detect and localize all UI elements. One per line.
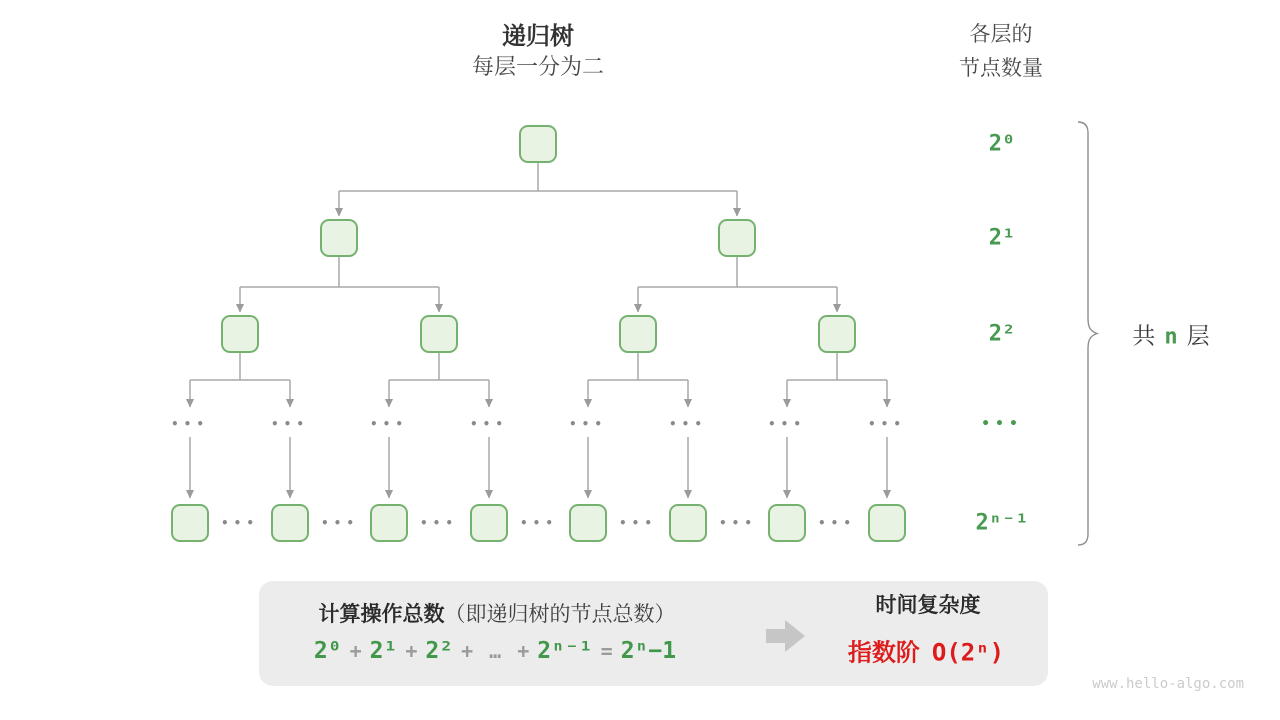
formula-token: …	[489, 639, 502, 663]
formula-token: 2⁰	[313, 638, 342, 664]
tree-title: 递归树	[502, 23, 574, 50]
level-count-label-ellipsis: •••	[981, 416, 1023, 432]
levels-header-line1: 各层的	[969, 23, 1033, 46]
ellipsis-level3: •••	[170, 417, 210, 431]
tree-node-l2-3	[818, 315, 856, 353]
formula-token: +	[517, 639, 530, 663]
brace-label-n: n	[1164, 324, 1178, 350]
tree-node-l1-1	[718, 219, 756, 257]
tree-node-l4-5	[669, 504, 707, 542]
ellipsis-level3: •••	[469, 417, 509, 431]
formula-token: =	[600, 639, 613, 663]
tree-node-l2-1	[420, 315, 458, 353]
ellipsis-level3: •••	[867, 417, 907, 431]
tree-node-l1-0	[320, 219, 358, 257]
ellipsis-row-separator: •••	[320, 516, 360, 530]
formula-token: +	[461, 639, 474, 663]
formula-token: 2²	[425, 638, 454, 664]
level-count-label-n-1: 2ⁿ⁻¹	[975, 510, 1029, 536]
formula-token: 2¹	[369, 638, 398, 664]
ellipsis-level3: •••	[668, 417, 708, 431]
brace-label-suffix: 层	[1186, 322, 1210, 349]
tree-node-l4-0	[171, 504, 209, 542]
tree-node-l4-2	[370, 504, 408, 542]
summary-title-bold: 计算操作总数	[318, 603, 445, 626]
ellipsis-level3: •••	[568, 417, 608, 431]
summary-title	[319, 598, 676, 628]
brace-label-prefix: 共	[1132, 322, 1156, 349]
summary-title-note: （即递归树的节点总数）	[444, 603, 676, 626]
tree-node-l4-7	[868, 504, 906, 542]
ellipsis-row-separator: •••	[419, 516, 459, 530]
watermark: www.hello-algo.com	[1092, 676, 1244, 692]
ellipsis-level3: •••	[270, 417, 310, 431]
formula-token: +	[405, 639, 418, 663]
time-complexity-value	[848, 633, 1004, 668]
tree-connectors	[190, 163, 887, 498]
time-complexity-title: 时间复杂度	[875, 594, 981, 617]
tree-node-l0-0	[519, 125, 557, 163]
total-ops-formula	[314, 638, 676, 664]
level-count-label-2: 2²	[988, 321, 1016, 347]
ellipsis-level3: •••	[767, 417, 807, 431]
ellipsis-level3: •••	[369, 417, 409, 431]
ellipsis-row-separator: •••	[618, 516, 658, 530]
time-complexity-prefix: 指数阶	[847, 639, 920, 667]
tree-node-l4-6	[768, 504, 806, 542]
tree-node-l4-1	[271, 504, 309, 542]
tree-node-l4-3	[470, 504, 508, 542]
level-count-label-1: 2¹	[988, 225, 1016, 251]
tree-subtitle: 每层一分为二	[471, 54, 605, 79]
ellipsis-row-separator: •••	[220, 516, 260, 530]
formula-token: +	[349, 639, 362, 663]
tree-node-l2-2	[619, 315, 657, 353]
brace-label	[1132, 318, 1209, 351]
ellipsis-row-separator: •••	[519, 516, 559, 530]
ellipsis-row-separator: •••	[817, 516, 857, 530]
levels-header-line2: 节点数量	[959, 57, 1043, 80]
level-count-label-0: 2⁰	[988, 131, 1016, 157]
tree-node-l2-0	[221, 315, 259, 353]
ellipsis-row-separator: •••	[718, 516, 758, 530]
levels-brace	[1078, 122, 1097, 545]
formula-token: 2ⁿ−1	[620, 638, 677, 664]
formula-token: 2ⁿ⁻¹	[537, 638, 593, 664]
time-complexity-formula: O(2ⁿ)	[931, 638, 1005, 667]
tree-node-l4-4	[569, 504, 607, 542]
